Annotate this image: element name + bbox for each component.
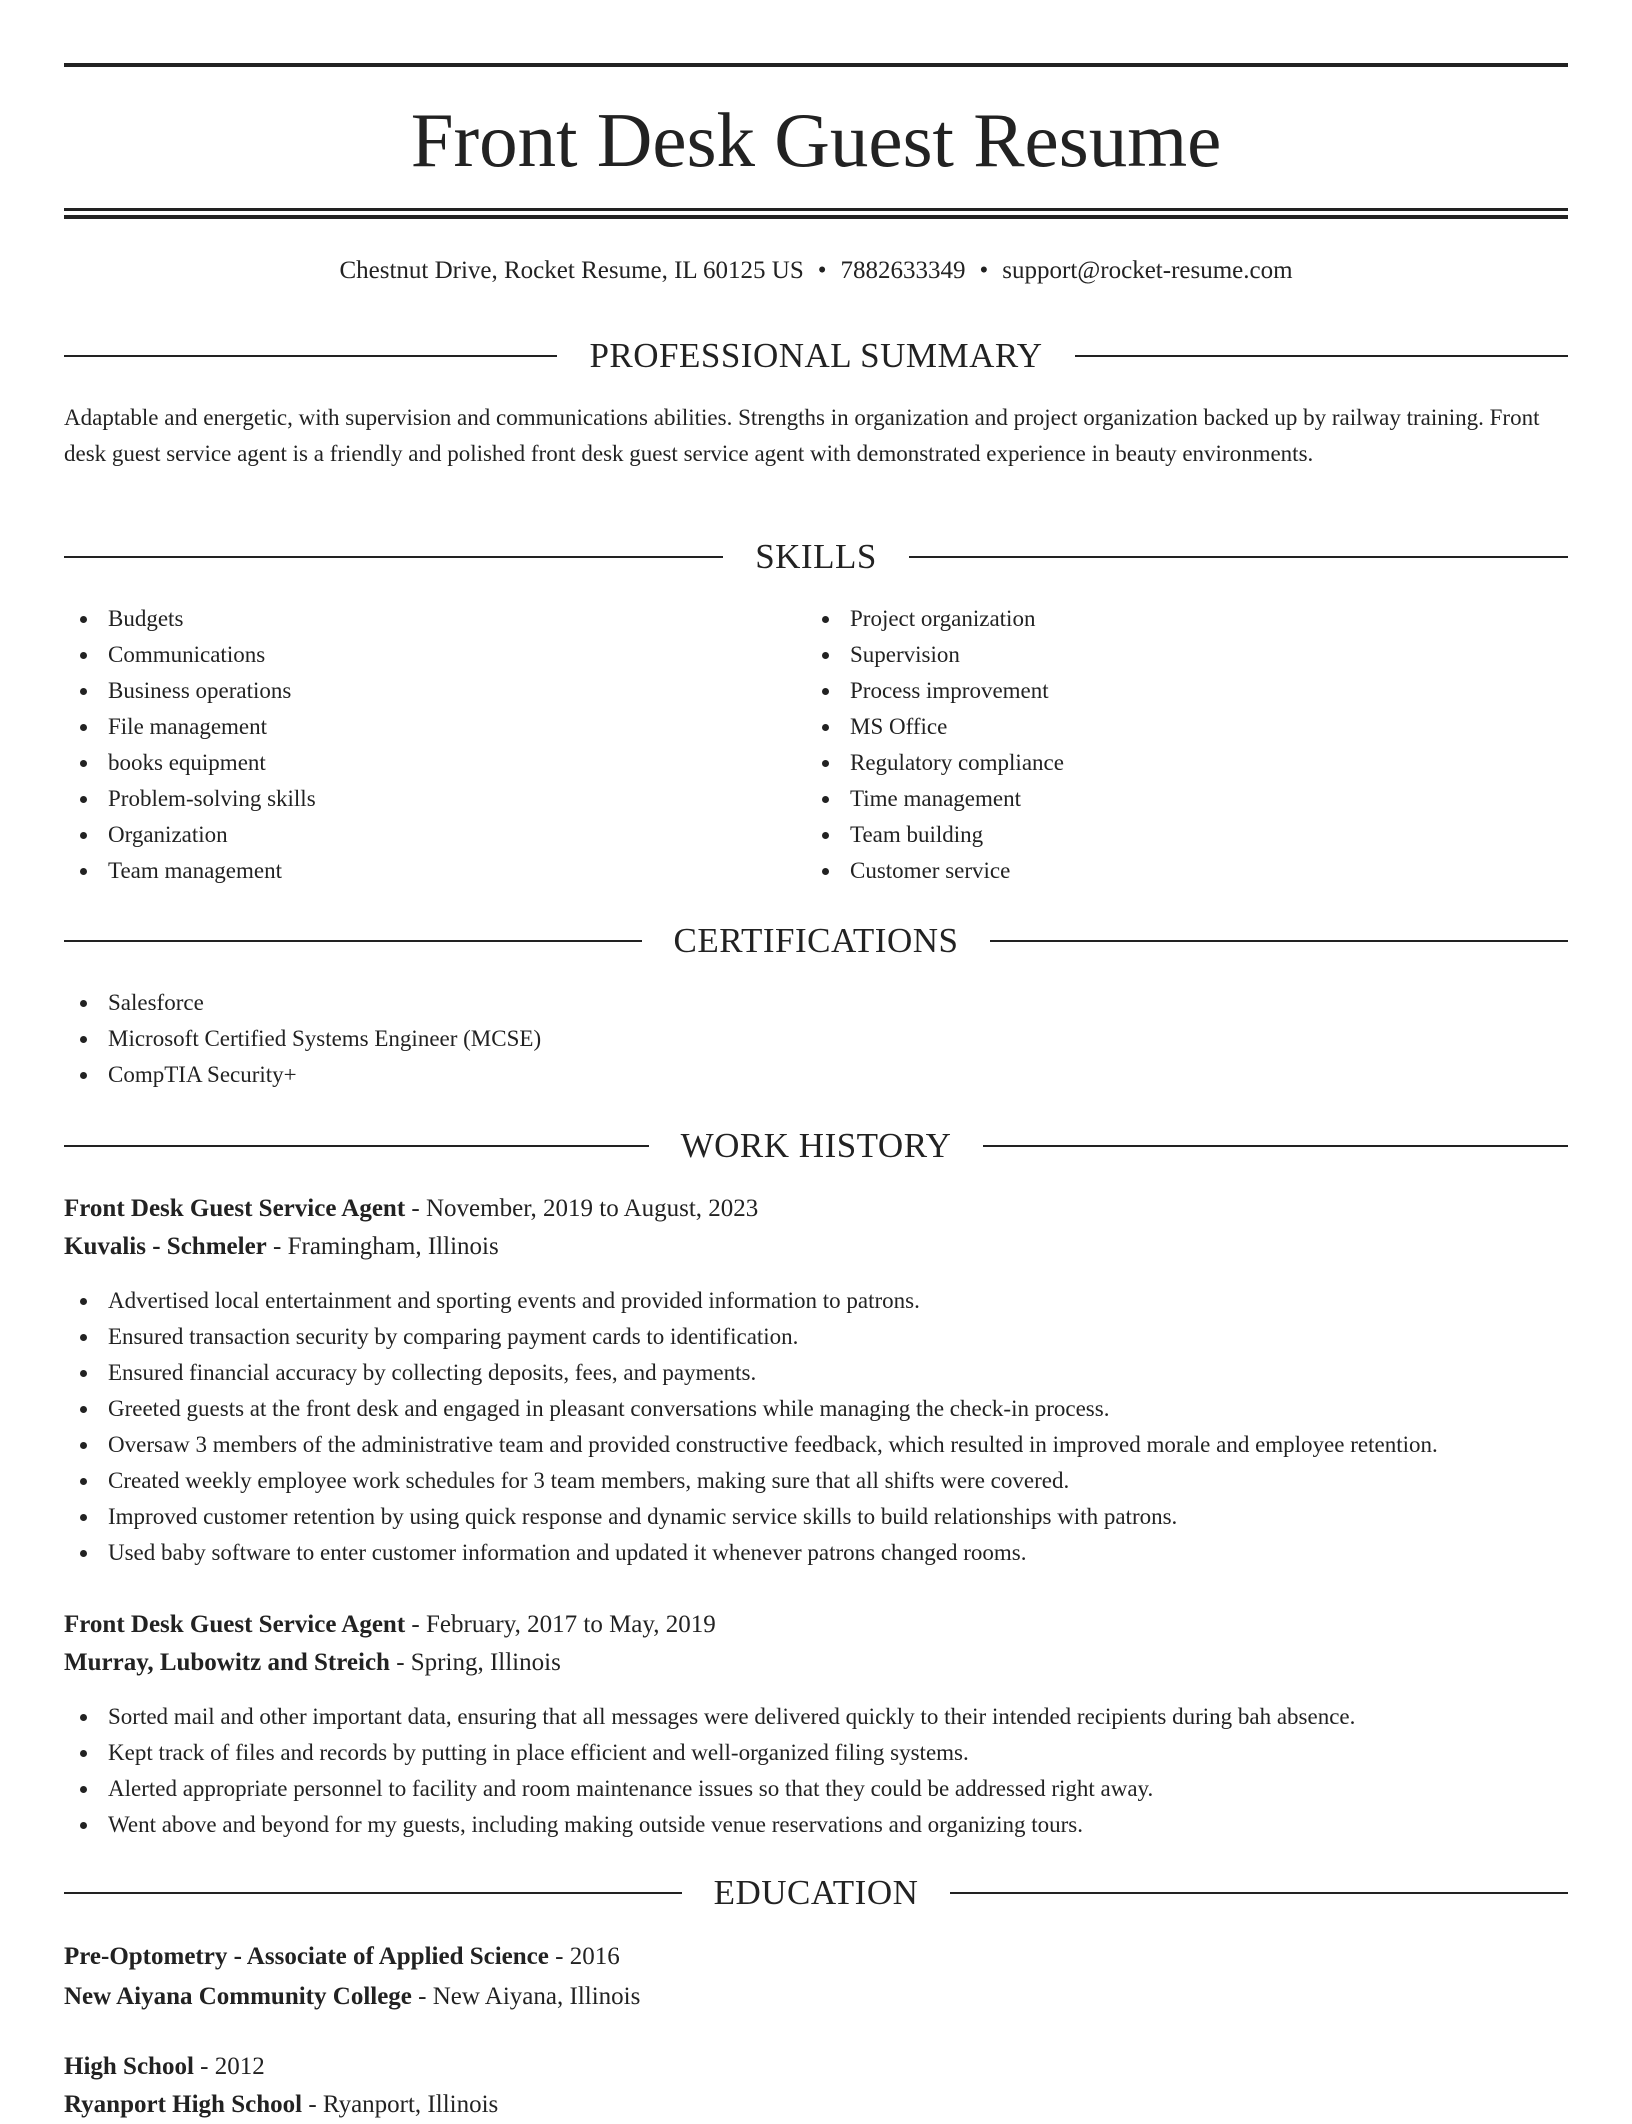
skill-item: Supervision	[806, 637, 1064, 673]
skill-item: Organization	[64, 817, 316, 853]
job-duty: Greeted guests at the front desk and engaged in pleasant conversations while managing the check-in process.	[64, 1391, 1438, 1427]
heading-rule-left	[64, 1145, 649, 1147]
job-duty: Kept track of files and records by putting in place efficient and well-organized filing systems.	[64, 1735, 1355, 1771]
heading-rule-left	[64, 355, 557, 357]
education-location: New Aiyana, Illinois	[432, 1983, 641, 2010]
job-2-company-line: Murray, Lubowitz and Streich - Spring, Illinois	[64, 1649, 561, 1676]
certifications-list	[64, 985, 541, 1093]
job-duty: Improved customer retention by using quick response and dynamic service skills to build relationships with patrons.	[64, 1499, 1438, 1535]
skill-item: Budgets	[64, 601, 316, 637]
education-degree: High School	[64, 2053, 194, 2080]
skill-item: Process improvement	[806, 673, 1064, 709]
skills-list-left	[64, 601, 316, 889]
contact-phone: 7882633349	[840, 257, 966, 284]
job-2-title-line: Front Desk Guest Service Agent - February, 2017 to May, 2019	[64, 1611, 716, 1638]
job-duty: Sorted mail and other important data, ensuring that all messages were delivered quickly to their intended recipients during bah absence.	[64, 1699, 1355, 1735]
contact-separator: •	[979, 257, 989, 284]
education-heading	[64, 1871, 1568, 1915]
heading-rule-right	[950, 1892, 1568, 1894]
skill-item: Customer service	[806, 853, 1064, 889]
skill-item: Team management	[64, 853, 316, 889]
job-location: Spring, Illinois	[410, 1649, 561, 1676]
job-1-title-line: Front Desk Guest Service Agent - November, 2019 to August, 2023	[64, 1195, 759, 1222]
job-duty: Ensured transaction security by comparing payment cards to identification.	[64, 1319, 1438, 1355]
contact-address: Chestnut Drive, Rocket Resume, IL 60125 US	[339, 257, 804, 284]
skill-item: Team building	[806, 817, 1064, 853]
skill-item: File management	[64, 709, 316, 745]
heading-rule-right	[983, 1145, 1568, 1147]
resume-title: Front Desk Guest Resume	[410, 97, 1222, 183]
education-2-degree-line: High School - 2012	[64, 2053, 265, 2080]
education-1-degree-line: Pre-Optometry - Associate of Applied Science - 2016	[64, 1943, 620, 1970]
heading-rule-left	[64, 556, 723, 558]
job-title: Front Desk Guest Service Agent	[64, 1611, 406, 1638]
work-history-heading	[64, 1124, 1568, 1168]
job-duty: Ensured financial accuracy by collecting deposits, fees, and payments.	[64, 1355, 1438, 1391]
education-degree: Pre-Optometry - Associate of Applied Science	[64, 1943, 549, 1970]
certification-item: CompTIA Security+	[64, 1057, 541, 1093]
education-2-school-line: Ryanport High School - Ryanport, Illinois	[64, 2091, 499, 2118]
contact-line	[64, 254, 1568, 288]
skill-item: MS Office	[806, 709, 1064, 745]
job-duty: Advertised local entertainment and sporting events and provided information to patrons.	[64, 1283, 1438, 1319]
skill-item: Problem-solving skills	[64, 781, 316, 817]
job-location: Framingham, Illinois	[287, 1233, 499, 1260]
job-1-company-line: Kuvalis - Schmeler - Framingham, Illinois	[64, 1233, 499, 1260]
skill-item: books equipment	[64, 745, 316, 781]
education-school: Ryanport High School	[64, 2091, 303, 2118]
skill-item: Time management	[806, 781, 1064, 817]
job-duty: Oversaw 3 members of the administrative team and provided constructive feedback, which resulted in improved morale and employee retention.	[64, 1427, 1438, 1463]
skill-item: Project organization	[806, 601, 1064, 637]
title-rule-upper	[64, 208, 1568, 211]
certifications-heading-label: CERTIFICATIONS	[673, 921, 959, 960]
education-heading-label: EDUCATION	[713, 1873, 919, 1912]
job-dates: February, 2017 to May, 2019	[426, 1611, 716, 1638]
skills-heading	[64, 535, 1568, 579]
job-duty: Used baby software to enter customer information and updated it whenever patrons changed rooms.	[64, 1535, 1438, 1571]
job-2-duties	[64, 1699, 1355, 1843]
certifications-heading	[64, 919, 1568, 963]
top-rule	[64, 63, 1568, 67]
education-year: 2012	[214, 2053, 265, 2080]
skills-list-right	[806, 601, 1064, 889]
job-duty: Alerted appropriate personnel to facility and room maintenance issues so that they could be addressed right away.	[64, 1771, 1355, 1807]
certification-item: Microsoft Certified Systems Engineer (MCSE)	[64, 1021, 541, 1057]
education-year: 2016	[569, 1943, 620, 1970]
skill-item: Business operations	[64, 673, 316, 709]
heading-rule-left	[64, 940, 642, 942]
contact-separator: •	[817, 257, 827, 284]
contact-email: support@rocket-resume.com	[1002, 257, 1293, 284]
skill-item: Regulatory compliance	[806, 745, 1064, 781]
education-1-school-line: New Aiyana Community College - New Aiyana, Illinois	[64, 1983, 641, 2010]
summary-text: Adaptable and energetic, with supervision and communications abilities. Strengths in organization and project organization backed up by railway training. Front desk guest service agent is a friendly and polished front desk guest service agent with demonstrated experience in beauty environments.	[64, 405, 1540, 466]
summary-heading	[64, 334, 1568, 378]
skill-item: Communications	[64, 637, 316, 673]
job-duty: Created weekly employee work schedules for 3 team members, making sure that all shifts were covered.	[64, 1463, 1438, 1499]
job-dates: November, 2019 to August, 2023	[426, 1195, 759, 1222]
heading-rule-right	[1075, 355, 1568, 357]
job-title: Front Desk Guest Service Agent	[64, 1195, 406, 1222]
heading-rule-right	[990, 940, 1568, 942]
heading-rule-left	[64, 1892, 682, 1894]
education-school: New Aiyana Community College	[64, 1983, 412, 2010]
title-rule-lower	[64, 215, 1568, 219]
certification-item: Salesforce	[64, 985, 541, 1021]
heading-rule-right	[909, 556, 1568, 558]
job-company: Murray, Lubowitz and Streich	[64, 1649, 390, 1676]
work-history-heading-label: WORK HISTORY	[680, 1126, 952, 1165]
education-location: Ryanport, Illinois	[322, 2091, 499, 2118]
job-company: Kuvalis - Schmeler	[64, 1233, 267, 1260]
job-1-duties	[64, 1283, 1438, 1571]
summary-heading-label: PROFESSIONAL SUMMARY	[589, 336, 1043, 375]
job-duty: Went above and beyond for my guests, including making outside venue reservations and organizing tours.	[64, 1807, 1355, 1843]
skills-heading-label: SKILLS	[755, 537, 877, 576]
